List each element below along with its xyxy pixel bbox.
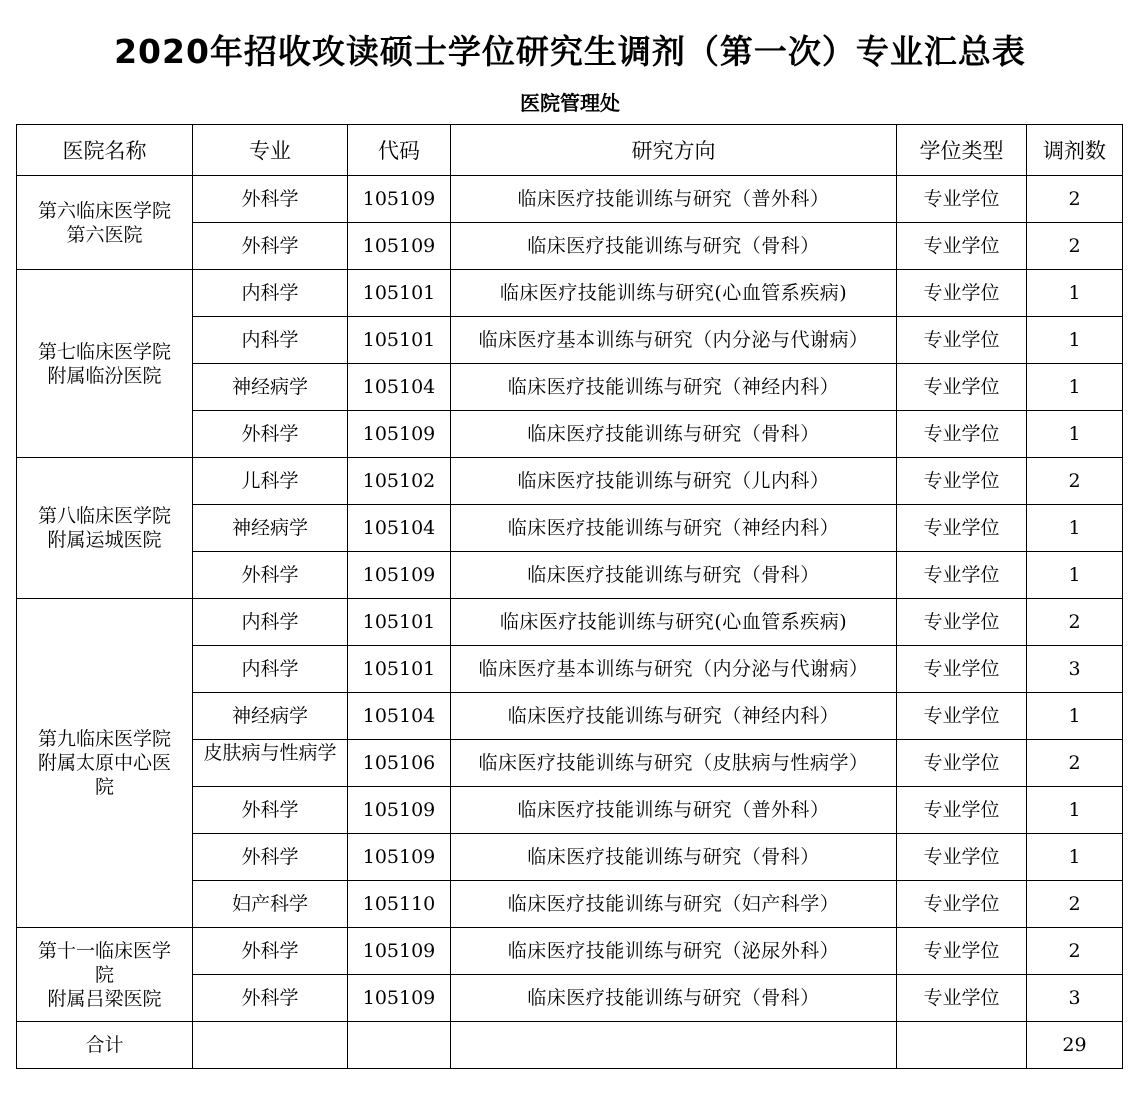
degree-cell: 专业学位 — [897, 223, 1027, 270]
hospital-name-line: 院 — [94, 776, 114, 798]
major-cell: 神经病学 — [193, 505, 348, 552]
count-cell: 1 — [1027, 317, 1123, 364]
total-row — [17, 1022, 1123, 1069]
document-title: 2020年招收攻读硕士学位研究生调剂（第一次）专业汇总表 — [114, 32, 1026, 71]
direction-cell: 临床医疗技能训练与研究（骨科） — [451, 223, 897, 270]
major-cell: 外科学 — [193, 787, 348, 834]
degree-cell: 专业学位 — [897, 552, 1027, 599]
code-cell: 105101 — [348, 646, 451, 693]
degree-cell: 专业学位 — [897, 411, 1027, 458]
degree-cell: 专业学位 — [897, 975, 1027, 1022]
direction-cell: 临床医疗基本训练与研究（内分泌与代谢病） — [451, 317, 897, 364]
total-empty-cell — [897, 1022, 1027, 1069]
hospital-name-line: 第八临床医学院 — [37, 505, 171, 527]
major-cell: 外科学 — [193, 834, 348, 881]
direction-cell: 临床医疗技能训练与研究（神经内科） — [451, 505, 897, 552]
direction-cell: 临床医疗技能训练与研究（骨科） — [451, 975, 897, 1022]
total-empty-cell — [193, 1022, 348, 1069]
major-cell: 神经病学 — [193, 364, 348, 411]
count-cell: 2 — [1027, 223, 1123, 270]
hospital-name-line: 第九临床医学院 — [37, 728, 171, 750]
hospital-name-line: 第六医院 — [66, 223, 143, 246]
table-row — [17, 599, 1123, 646]
major-cell: 神经病学 — [193, 693, 348, 740]
direction-cell: 临床医疗技能训练与研究(心血管系疾病) — [451, 270, 897, 317]
major-cell: 外科学 — [193, 975, 348, 1022]
code-cell: 105110 — [348, 881, 451, 928]
hospital-name-line: 附属运城医院 — [47, 529, 162, 551]
major-cell: 外科学 — [193, 223, 348, 270]
total-label: 合计 — [17, 1022, 193, 1069]
hospital-name-line: 第六临床医学院 — [37, 199, 171, 222]
major-cell: 外科学 — [193, 928, 348, 975]
degree-cell: 专业学位 — [897, 176, 1027, 223]
hospital-name-cell — [17, 458, 193, 599]
count-cell: 1 — [1027, 787, 1123, 834]
count-cell: 1 — [1027, 693, 1123, 740]
department-subtitle: 医院管理处 — [520, 91, 620, 115]
code-cell: 105109 — [348, 176, 451, 223]
direction-cell: 临床医疗技能训练与研究（儿内科） — [451, 458, 897, 505]
hospital-name-cell — [17, 176, 193, 270]
direction-cell: 临床医疗技能训练与研究（神经内科） — [451, 693, 897, 740]
direction-cell: 临床医疗技能训练与研究（骨科） — [451, 834, 897, 881]
header-major: 专业 — [193, 125, 348, 176]
count-cell: 1 — [1027, 834, 1123, 881]
degree-cell: 专业学位 — [897, 646, 1027, 693]
direction-cell: 临床医疗技能训练与研究（普外科） — [451, 787, 897, 834]
count-cell: 3 — [1027, 646, 1123, 693]
direction-cell: 临床医疗技能训练与研究（皮肤病与性病学） — [451, 740, 897, 787]
hospital-name-line: 院 — [94, 963, 114, 986]
degree-cell: 专业学位 — [897, 693, 1027, 740]
table-row — [17, 270, 1123, 317]
count-cell: 2 — [1027, 599, 1123, 646]
count-cell: 2 — [1027, 176, 1123, 223]
degree-cell: 专业学位 — [897, 270, 1027, 317]
count-cell: 2 — [1027, 928, 1123, 975]
header-degree: 学位类型 — [897, 125, 1027, 176]
count-cell: 1 — [1027, 411, 1123, 458]
major-cell — [193, 740, 348, 787]
code-cell: 105102 — [348, 458, 451, 505]
major-cell: 外科学 — [193, 552, 348, 599]
header-direction: 研究方向 — [451, 125, 897, 176]
code-cell: 105109 — [348, 834, 451, 881]
code-cell: 105101 — [348, 270, 451, 317]
major-label: 皮肤病与性病学 — [203, 742, 337, 764]
degree-cell: 专业学位 — [897, 458, 1027, 505]
code-cell: 105104 — [348, 693, 451, 740]
major-cell: 外科学 — [193, 176, 348, 223]
degree-cell: 专业学位 — [897, 599, 1027, 646]
hospital-name-line: 附属吕梁医院 — [47, 987, 162, 1010]
count-cell: 2 — [1027, 740, 1123, 787]
hospital-name-line: 第十一临床医学 — [37, 939, 171, 962]
major-cell: 内科学 — [193, 646, 348, 693]
code-cell: 105109 — [348, 975, 451, 1022]
header-code: 代码 — [348, 125, 451, 176]
table-row — [17, 928, 1123, 975]
hospital-name-line: 附属太原中心医 — [37, 752, 171, 774]
degree-cell: 专业学位 — [897, 364, 1027, 411]
table-row — [17, 458, 1123, 505]
code-cell: 105109 — [348, 223, 451, 270]
direction-cell: 临床医疗技能训练与研究（骨科） — [451, 411, 897, 458]
direction-cell: 临床医疗技能训练与研究（妇产科学） — [451, 881, 897, 928]
direction-cell: 临床医疗技能训练与研究（骨科） — [451, 552, 897, 599]
direction-cell: 临床医疗技能训练与研究(心血管系疾病) — [451, 599, 897, 646]
major-cell: 内科学 — [193, 599, 348, 646]
count-cell: 1 — [1027, 364, 1123, 411]
table-header-row — [17, 125, 1123, 176]
hospital-name-cell — [17, 270, 193, 458]
major-cell: 内科学 — [193, 317, 348, 364]
table-row — [17, 176, 1123, 223]
code-cell: 105106 — [348, 740, 451, 787]
major-cell: 儿科学 — [193, 458, 348, 505]
major-cell: 外科学 — [193, 411, 348, 458]
degree-cell: 专业学位 — [897, 740, 1027, 787]
hospital-name-cell — [17, 599, 193, 928]
count-cell: 2 — [1027, 881, 1123, 928]
code-cell: 105101 — [348, 317, 451, 364]
major-cell: 内科学 — [193, 270, 348, 317]
degree-cell: 专业学位 — [897, 834, 1027, 881]
hospital-name-cell — [17, 928, 193, 1022]
code-cell: 105109 — [348, 552, 451, 599]
major-cell: 妇产科学 — [193, 881, 348, 928]
direction-cell: 临床医疗技能训练与研究（普外科） — [451, 176, 897, 223]
total-empty-cell — [348, 1022, 451, 1069]
degree-cell: 专业学位 — [897, 928, 1027, 975]
code-cell: 105109 — [348, 787, 451, 834]
degree-cell: 专业学位 — [897, 787, 1027, 834]
direction-cell: 临床医疗基本训练与研究（内分泌与代谢病） — [451, 646, 897, 693]
degree-cell: 专业学位 — [897, 317, 1027, 364]
hospital-name-line: 第七临床医学院 — [37, 340, 171, 363]
total-empty-cell — [451, 1022, 897, 1069]
hospital-name-line: 附属临汾医院 — [47, 364, 162, 387]
code-cell: 105109 — [348, 411, 451, 458]
code-cell: 105104 — [348, 505, 451, 552]
header-count: 调剂数 — [1027, 125, 1123, 176]
code-cell: 105109 — [348, 928, 451, 975]
count-cell: 2 — [1027, 458, 1123, 505]
count-cell: 3 — [1027, 975, 1123, 1022]
count-cell: 1 — [1027, 270, 1123, 317]
direction-cell: 临床医疗技能训练与研究（神经内科） — [451, 364, 897, 411]
code-cell: 105104 — [348, 364, 451, 411]
summary-table — [16, 124, 1123, 1069]
code-cell: 105101 — [348, 599, 451, 646]
table-body — [17, 176, 1123, 1022]
direction-cell: 临床医疗技能训练与研究（泌尿外科） — [451, 928, 897, 975]
count-cell: 1 — [1027, 552, 1123, 599]
total-count: 29 — [1027, 1022, 1123, 1069]
count-cell: 1 — [1027, 505, 1123, 552]
header-hospital: 医院名称 — [17, 125, 193, 176]
degree-cell: 专业学位 — [897, 881, 1027, 928]
degree-cell: 专业学位 — [897, 505, 1027, 552]
